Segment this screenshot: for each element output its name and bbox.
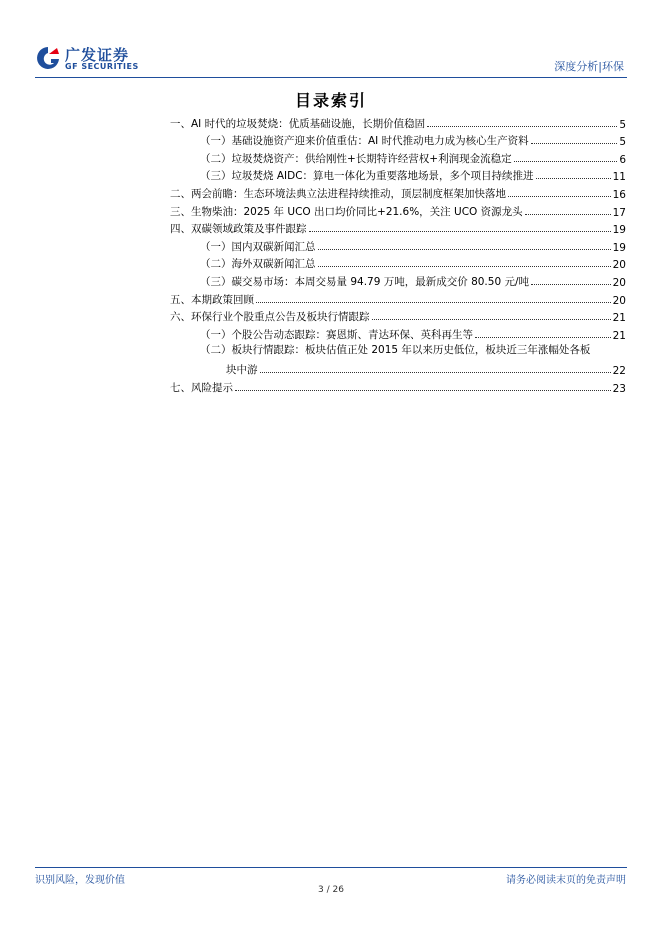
toc-entry-page: 20 bbox=[612, 276, 626, 289]
toc-entry[interactable] bbox=[170, 166, 626, 184]
toc-leader-dots bbox=[318, 266, 611, 267]
toc-entry-page: 6 bbox=[619, 153, 626, 166]
toc-entry-page: 22 bbox=[612, 364, 626, 377]
toc-entry-page: 23 bbox=[612, 382, 626, 395]
toc-entry-label: （一）国内双碳新闻汇总 bbox=[200, 240, 316, 253]
toc-entry-label: 三、生物柴油：2025 年 UCO 出口均价同比+21.6%，关注 UCO 资源龙头 bbox=[170, 205, 523, 218]
toc-entry[interactable] bbox=[170, 236, 626, 254]
toc-entry[interactable] bbox=[170, 113, 626, 131]
toc-leader-dots bbox=[427, 126, 617, 127]
toc-entry[interactable] bbox=[170, 377, 626, 395]
toc-entry-label: 六、环保行业个股重点公告及板块行情跟踪 bbox=[170, 311, 370, 324]
page-header bbox=[0, 0, 662, 80]
toc-leader-dots bbox=[531, 143, 618, 144]
toc-entry-page: 16 bbox=[612, 188, 626, 201]
toc-entry-page: 17 bbox=[612, 206, 626, 219]
toc-entry-label: （二）板块行情跟踪：板块估值正处 2015 年以来历史低位，板块近三年涨幅处各板 bbox=[200, 343, 591, 356]
toc-leader-dots bbox=[508, 196, 611, 197]
toc-entry-page: 20 bbox=[612, 259, 626, 272]
gf-securities-logo bbox=[35, 45, 155, 75]
toc-leader-dots bbox=[536, 178, 611, 179]
toc-entry-label: （二）垃圾焚烧资产：供给刚性+长期特许经营权+利润现金流稳定 bbox=[200, 152, 512, 165]
toc-leader-dots bbox=[309, 231, 611, 232]
toc-entry[interactable] bbox=[170, 183, 626, 201]
toc-entry-page: 21 bbox=[612, 312, 626, 325]
table-of-contents bbox=[170, 113, 626, 395]
toc-entry[interactable] bbox=[170, 201, 626, 219]
toc-entry-label: （三）碳交易市场：本周交易量 94.79 万吨，最新成交价 80.50 元/吨 bbox=[200, 275, 530, 288]
toc-entry-label: 五、本期政策回顾 bbox=[170, 293, 254, 306]
toc-entry-page: 21 bbox=[612, 329, 626, 342]
toc-leader-dots bbox=[256, 302, 611, 303]
toc-leader-dots bbox=[260, 372, 611, 373]
toc-entry[interactable] bbox=[170, 131, 626, 149]
toc-entry[interactable] bbox=[170, 219, 626, 237]
header-divider bbox=[35, 77, 627, 78]
toc-entry[interactable] bbox=[170, 254, 626, 272]
report-type-label: 深度分析|环保 bbox=[554, 60, 624, 73]
toc-entry-label: 一、AI 时代的垃圾焚烧：优质基础设施，长期价值稳固 bbox=[170, 117, 426, 130]
toc-entry-label: （三）垃圾焚烧 AIDC：算电一体化为重要落地场景，多个项目持续推进 bbox=[200, 170, 534, 183]
toc-entry-label-continued bbox=[200, 359, 626, 377]
toc-leader-dots bbox=[475, 337, 611, 338]
toc-entry-page: 20 bbox=[612, 294, 626, 307]
gf-logo-icon bbox=[35, 45, 61, 73]
toc-leader-dots bbox=[514, 161, 618, 162]
toc-entry-label: 二、两会前瞻：生态环境法典立法进程持续推动，顶层制度框架加快落地 bbox=[170, 187, 506, 200]
toc-entry[interactable] bbox=[170, 148, 626, 166]
toc-entry[interactable] bbox=[170, 324, 626, 342]
footer-slogan: 识别风险，发现价值 bbox=[35, 875, 125, 886]
toc-entry-label: （一）基础设施资产迎来价值重估：AI 时代推动电力成为核心生产资料 bbox=[200, 135, 529, 148]
toc-entry[interactable] bbox=[170, 289, 626, 307]
toc-leader-dots bbox=[235, 390, 611, 391]
toc-entry-page: 5 bbox=[619, 118, 626, 131]
toc-entry-label: 四、双碳领域政策及事件跟踪 bbox=[170, 223, 307, 236]
toc-entry-page: 19 bbox=[612, 224, 626, 237]
toc-entry-label: （一）个股公告动态跟踪：赛恩斯、青达环保、英科再生等 bbox=[200, 328, 473, 341]
toc-entry[interactable] bbox=[170, 307, 626, 325]
toc-leader-dots bbox=[525, 214, 611, 215]
toc-entry[interactable] bbox=[170, 342, 626, 377]
footer-disclaimer-note: 请务必阅读末页的免责声明 bbox=[506, 875, 626, 886]
toc-leader-dots bbox=[531, 284, 611, 285]
toc-entry-label: 七、风险提示 bbox=[170, 381, 233, 394]
toc-entry-label: （二）海外双碳新闻汇总 bbox=[200, 258, 316, 271]
toc-leader-dots bbox=[318, 249, 611, 250]
logo-chinese-text: 广发证券 bbox=[65, 46, 130, 64]
logo-english-text: GF SECURITIES bbox=[65, 62, 139, 71]
toc-entry-page: 19 bbox=[612, 241, 626, 254]
toc-entry-page: 11 bbox=[612, 171, 626, 184]
toc-entry[interactable] bbox=[170, 271, 626, 289]
toc-entry-page: 5 bbox=[619, 136, 626, 149]
page-number: 3 / 26 bbox=[318, 885, 344, 895]
toc-entry-label-tail: 块中游 bbox=[226, 363, 258, 376]
toc-title: 目录索引 bbox=[294, 91, 367, 110]
toc-leader-dots bbox=[372, 319, 611, 320]
footer-divider bbox=[35, 867, 627, 868]
